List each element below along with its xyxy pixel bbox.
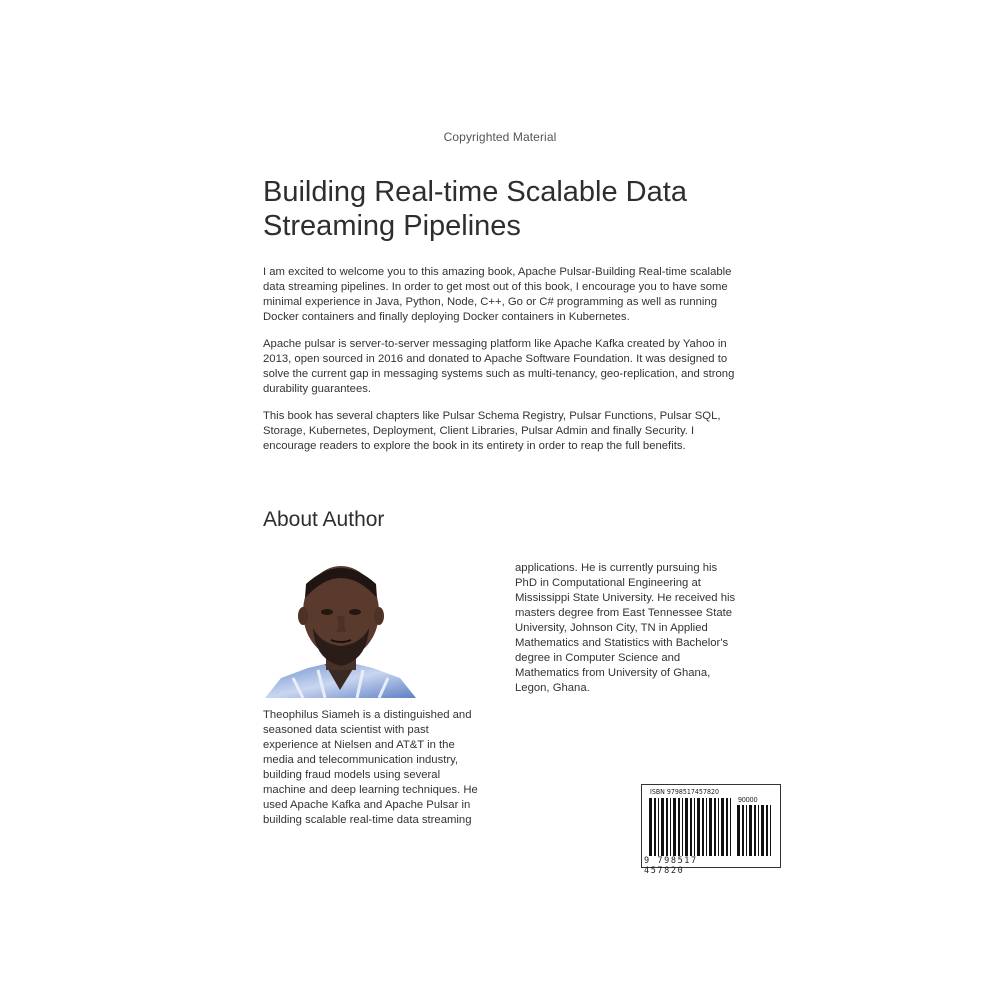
about-author-heading: About Author (263, 508, 385, 531)
barcode-bar (661, 798, 664, 856)
book-title (263, 175, 763, 243)
description-paragraph: Apache pulsar is server-to-server messaging platform like Apache Kafka created by Yahoo in 2013, open sourced in 2016 and donated to Apache Software Foundation. It was designed to solve the current gap in messaging systems such as multi-tenancy, geo-replication, and strong durability guarantees. (263, 338, 735, 395)
barcode-bar (742, 805, 744, 856)
isbn-bars (649, 798, 735, 856)
barcode-bar (737, 805, 740, 856)
barcode-bar (770, 805, 771, 856)
barcode-bar (718, 798, 719, 856)
description-paragraph: This book has several chapters like Pulsar Schema Registry, Pulsar Functions, Pulsar SQL, Storage, Kubernetes, Deployment, Client Libraries, Pulsar Admin and finally Security. I encourage readers to explore the book in its entirety in order to reap the full benefits. (263, 410, 721, 452)
barcode-bar (682, 798, 683, 856)
barcode-bar (666, 798, 668, 856)
barcode-bar (761, 805, 764, 856)
copyright-notice-top: Copyrighted Material (443, 130, 557, 144)
barcode-bar (706, 798, 707, 856)
barcode-bar (685, 798, 688, 856)
book-title-line-1: Building Real-time Scalable Data (263, 176, 687, 208)
book-description (263, 265, 738, 466)
book-title-line-2: Streaming Pipelines (263, 210, 521, 242)
barcode-bar (697, 798, 700, 856)
barcode-bar (714, 798, 716, 856)
barcode-bar (654, 798, 656, 856)
isbn-label: ISBN 9798517457820 (650, 788, 719, 796)
barcode-bar (709, 798, 712, 856)
barcode-bar (658, 798, 659, 856)
barcode-bar (678, 798, 680, 856)
price-code-bars (737, 805, 775, 856)
barcode-bar (730, 798, 731, 856)
description-paragraph: I am excited to welcome you to this amazing book, Apache Pulsar-Building Real-time scalable data streaming pipelines. In order to get most out of this book, I encourage you to have some minimal experience in Java, Python, Node, C++, Go or C# programming as well as running Docker containers and finally deploying Docker containers in Kubernetes. (263, 266, 732, 323)
barcode-bar (702, 798, 704, 856)
barcode-bar (673, 798, 676, 856)
price-code-label: 90000 (738, 797, 758, 804)
barcode-bar (721, 798, 724, 856)
isbn-barcode (641, 784, 781, 876)
barcode-bar (746, 805, 747, 856)
barcode-bar (766, 805, 768, 856)
barcode-bar (690, 798, 692, 856)
barcode-bar (726, 798, 728, 856)
author-bio-part-1: Theophilus Siameh is a distinguished and seasoned data scientist with past experience at Nielsen and AT&T in the media and telecommunication industry, building fraud models using several machine and deep learning techniques. He used Apache Kafka and Apache Pulsar in building scalable real-time data streaming (263, 709, 478, 826)
isbn-digits: 9 798517 457820 (644, 856, 698, 876)
author-photo (263, 560, 418, 698)
barcode-bar (670, 798, 671, 856)
barcode-bar (749, 805, 752, 856)
barcode-bar (649, 798, 652, 856)
barcode-bar (758, 805, 759, 856)
barcode-bar (754, 805, 756, 856)
barcode-bar (694, 798, 695, 856)
author-portrait-image (263, 560, 418, 698)
author-bio-part-2: applications. He is currently pursuing his PhD in Computational Engineering at Mississippi State University. He received his masters degree from East Tennessee State University, Johnson City, TN in Applied Mathematics and Statistics with Bachelor's degree in Computer Science and Mathematics from University of Ghana, Legon, Ghana. (515, 562, 736, 694)
